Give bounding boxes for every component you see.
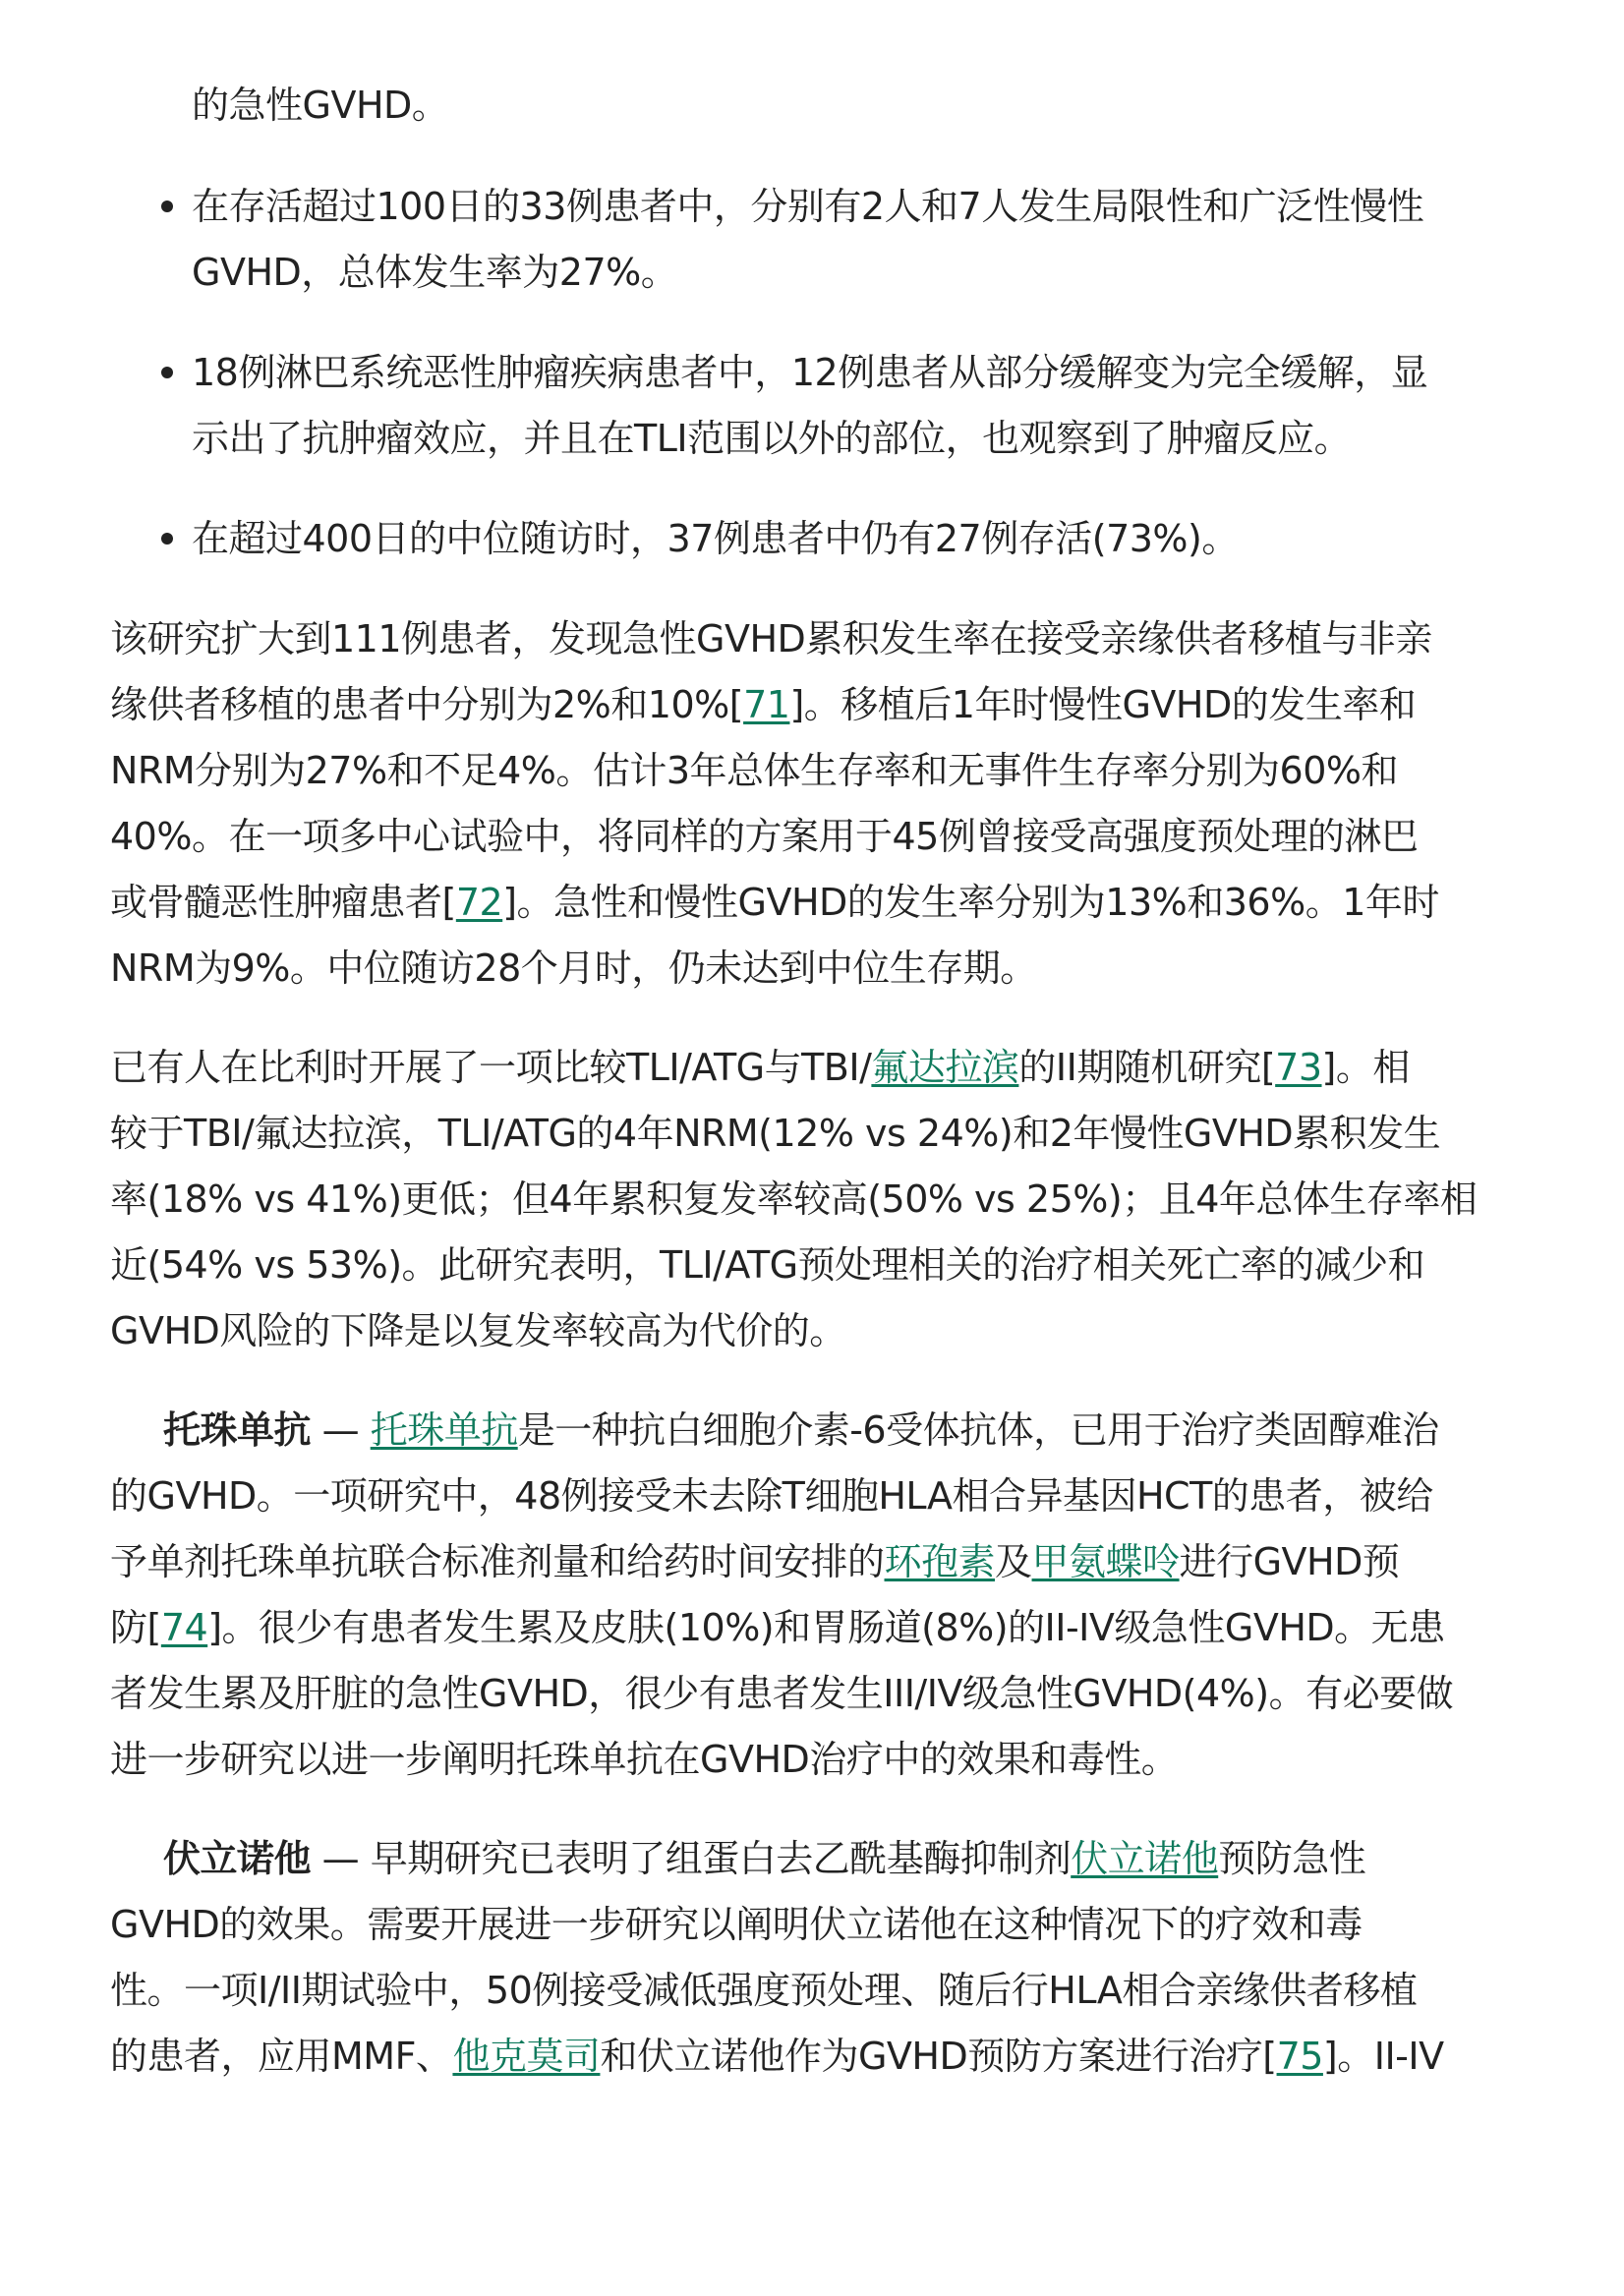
text-span: 及 [995,1540,1032,1583]
text-span: ]。很少有患者发生累及皮肤(10%)和胃肠道(8%)的II-IV级急性GVHD。无患 [207,1606,1445,1649]
text-span: — [311,1408,371,1452]
text-span: 早期研究已表明了组蛋白去乙酰基酶抑制剂 [370,1837,1072,1880]
text-span: 予单剂托珠单抗联合标准剂量和给药时间安排的 [110,1540,885,1583]
bullet-line: 在超过400日的中位随访时，37例患者中仍有27例存活(73%)。 [192,517,1239,560]
reference-link-72[interactable]: 72 [455,881,503,924]
text-line [110,1595,1555,1661]
text-line: 者发生累及肝脏的急性GVHD，很少有患者发生III/IV级急性GVHD(4%)。有必要做 [110,1672,1454,1715]
list-item [110,506,1555,572]
list-item [110,340,1555,472]
text-line: 率(18% vs 41%)更低；但4年累积复发率较高(50% vs 25%)；且4年总体生存率相 [110,1177,1478,1221]
list-item [110,174,1555,306]
article-body [110,0,1555,2090]
text-span: 是一种抗白细胞介素-6受体抗体，已用于治疗类固醇难治 [517,1408,1439,1452]
paragraph-vorinostat [110,1826,1555,2090]
text-line: 近(54% vs 53%)。此研究表明，TLI/ATG预处理相关的治疗相关死亡率的减少和 [110,1243,1425,1287]
bullet-line: 18例淋巴系统恶性肿瘤疾病患者中，12例患者从部分缓解变为完全缓解，显 [192,351,1428,394]
reference-link-73[interactable]: 73 [1275,1046,1322,1089]
text-span: ]。相 [1321,1046,1410,1089]
text-line [110,870,1555,936]
text-line: 进一步研究以进一步阐明托珠单抗在GVHD治疗中的效果和毒性。 [110,1738,1179,1781]
bullet-dot-icon [161,201,173,212]
text-span: — [311,1837,371,1880]
text-line: 40%。在一项多中心试验中，将同样的方案用于45例曾接受高强度预处理的淋巴 [110,815,1419,858]
section-heading-vorinostat: 伏立诺他 [163,1837,312,1880]
text-line [110,1826,1555,1892]
text-line: 该研究扩大到111例患者，发现急性GVHD累积发生率在接受亲缘供者移植与非亲 [110,617,1432,660]
text-line [110,672,1555,738]
drug-link-tacrolimus[interactable]: 他克莫司 [452,2035,601,2078]
text-span: 缘供者移植的患者中分别为2%和10%[ [110,683,744,726]
text-span: 或骨髓恶性肿瘤患者[ [110,881,456,924]
text-line [110,1529,1555,1595]
reference-link-75[interactable]: 75 [1276,2035,1323,2078]
drug-link-fludarabine[interactable]: 氟达拉滨 [871,1046,1019,1089]
paragraph-tocilizumab [110,1398,1555,1793]
text-span: ]。移植后1年时慢性GVHD的发生率和 [789,683,1417,726]
text-line: NRM为9%。中位随访28个月时，仍未达到中位生存期。 [110,947,1037,990]
text-span: 已有人在比利时开展了一项比较TLI/ATG与TBI/ [110,1046,872,1089]
paragraph-expanded-study [110,606,1555,1002]
drug-link-methotrexate[interactable]: 甲氨蝶呤 [1031,1540,1180,1583]
bullet-dot-icon [161,367,173,378]
reference-link-74[interactable]: 74 [160,1606,208,1649]
text-line: 较于TBI/氟达拉滨，TLI/ATG的4年NRM(12% vs 24%)和2年慢性GVHD累积发生 [110,1112,1441,1155]
text-span: 和伏立诺他作为GVHD预防方案进行治疗[ [600,2035,1277,2078]
text-line: NRM分别为27%和不足4%。估计3年总体生存率和无事件生存率分别为60%和 [110,749,1399,792]
text-span: ]。急性和慢性GVHD的发生率分别为13%和36%。1年时 [502,881,1439,924]
reference-link-71[interactable]: 71 [743,683,790,726]
section-heading-tocilizumab: 托珠单抗 [163,1408,312,1452]
bullet-dot-icon [161,533,173,545]
text-span: 的II期随机研究[ [1018,1046,1276,1089]
text-line: GVHD风险的下降是以复发率较高为代价的。 [110,1309,846,1352]
text-line: 性。一项I/II期试验中，50例接受减低强度预处理、随后行HLA相合亲缘供者移植 [110,1969,1418,2012]
bullet-line: GVHD，总体发生率为27%。 [192,251,678,294]
paragraph-belgium-study [110,1035,1555,1364]
bullet-list [110,174,1555,572]
bullet-line: 在存活超过100日的33例患者中，分别有2人和7人发生局限性和广泛性慢性 [192,185,1424,228]
text-line: 的GVHD。一项研究中，48例接受未去除T细胞HLA相合异基因HCT的患者，被给 [110,1474,1433,1518]
text-span: ]。II-IV [1322,2035,1444,2078]
drug-link-tocilizumab[interactable]: 托珠单抗 [370,1408,518,1452]
text-span: 进行GVHD预 [1179,1540,1400,1583]
text-span: 预防急性 [1218,1837,1366,1880]
text-span: 防[ [110,1606,161,1649]
continuation-text: 的急性GVHD。 [192,84,449,127]
text-line [110,1398,1555,1464]
text-line [110,2024,1555,2090]
text-span: 的患者，应用MMF、 [110,2035,453,2078]
drug-link-vorinostat[interactable]: 伏立诺他 [1071,1837,1219,1880]
bullet-line: 示出了抗肿瘤效应，并且在TLI范围以外的部位，也观察到了肿瘤反应。 [192,417,1352,460]
text-line [110,1035,1555,1101]
text-line: GVHD的效果。需要开展进一步研究以阐明伏立诺他在这种情况下的疗效和毒 [110,1903,1363,1946]
drug-link-cyclosporine[interactable]: 环孢素 [884,1540,996,1583]
